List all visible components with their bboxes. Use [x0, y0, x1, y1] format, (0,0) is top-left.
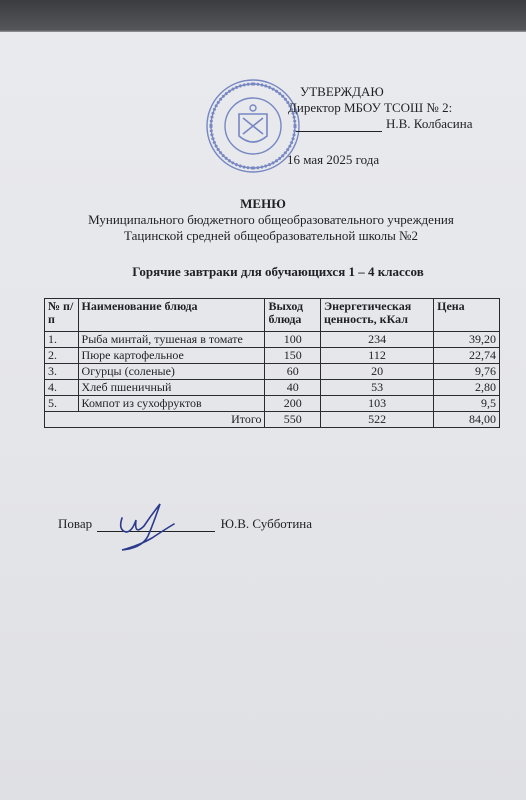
- menu-subtitle: Горячие завтраки для обучающихся 1 – 4 классов: [132, 264, 424, 279]
- row-num: 4.: [45, 380, 79, 396]
- header-price: Цена: [434, 299, 500, 332]
- total-label: Итого: [45, 412, 265, 428]
- approve-heading: УТВЕРЖДАЮ: [300, 84, 384, 99]
- approver-name: Н.В. Колбасина: [386, 116, 473, 131]
- approver-position: Директор МБОУ ТСОШ № 2:: [288, 100, 453, 115]
- total-price: 84,00: [434, 412, 500, 428]
- cook-label: Повар: [58, 516, 93, 531]
- handwritten-signature: [108, 496, 188, 552]
- cook-name: Ю.В. Субботина: [220, 516, 313, 531]
- row-name: Хлеб пшеничный: [78, 380, 265, 396]
- table-row: [45, 348, 500, 364]
- row-energy: 20: [321, 364, 434, 380]
- header-output: Выход блюда: [265, 299, 321, 332]
- row-name: Рыба минтай, тушеная в томате: [78, 332, 265, 348]
- approver-name-line: [296, 116, 473, 132]
- row-num: 3.: [45, 364, 79, 380]
- approval-date: 16 мая 2025 года: [287, 152, 380, 167]
- row-name: Компот из сухофруктов: [78, 396, 265, 412]
- row-name: Огурцы (соленые): [78, 364, 265, 380]
- row-price: 9,76: [434, 364, 500, 380]
- table-row: [45, 364, 500, 380]
- total-output: 550: [265, 412, 321, 428]
- row-output: 100: [265, 332, 321, 348]
- table-row: [45, 396, 500, 412]
- total-energy: 522: [321, 412, 434, 428]
- signature-blank: [296, 119, 382, 132]
- row-num: 1.: [45, 332, 79, 348]
- organization-line-1: Муниципального бюджетного общеобразовательного учреждения: [88, 212, 454, 227]
- document-title: МЕНЮ: [240, 196, 286, 211]
- row-output: 150: [265, 348, 321, 364]
- row-energy: 112: [321, 348, 434, 364]
- table-row: [45, 332, 500, 348]
- row-price: 9,5: [434, 396, 500, 412]
- row-name: Пюре картофельное: [78, 348, 265, 364]
- row-energy: 53: [321, 380, 434, 396]
- organization-line-2: Тацинской средней общеобразовательной школы №2: [124, 228, 418, 243]
- row-energy: 234: [321, 332, 434, 348]
- header-energy: Энергетическая ценность, кКал: [321, 299, 434, 332]
- header-num: № п/п: [45, 299, 79, 332]
- row-price: 22,74: [434, 348, 500, 364]
- row-output: 200: [265, 396, 321, 412]
- table-total-row: [45, 412, 500, 428]
- row-output: 40: [265, 380, 321, 396]
- table-row: [45, 380, 500, 396]
- table-header-row: [45, 299, 500, 332]
- row-output: 60: [265, 364, 321, 380]
- row-price: 39,20: [434, 332, 500, 348]
- row-energy: 103: [321, 396, 434, 412]
- row-price: 2,80: [434, 380, 500, 396]
- menu-table: [44, 298, 500, 428]
- row-num: 2.: [45, 348, 79, 364]
- header-name: Наименование блюда: [78, 299, 265, 332]
- row-num: 5.: [45, 396, 79, 412]
